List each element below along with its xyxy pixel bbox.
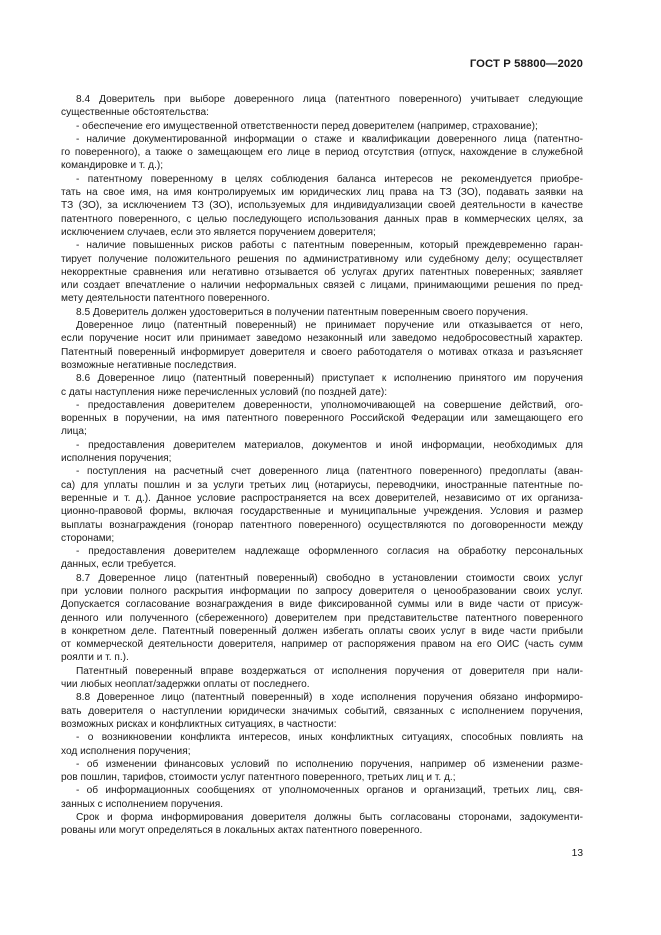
paragraph-line: при условии полного раскрытия информации по запросу доверителя о ценообразовании своих услуг. — [61, 585, 583, 597]
paragraph-line: ционно-правовой формы, включая государственные и муниципальные учреждения. Условия и размер — [61, 506, 583, 518]
paragraph-line: ров пошлин, тарифов, стоимости услуг патентного поверенного, третьих лиц и т. д.; — [61, 772, 456, 784]
paragraph-line: лица; — [61, 426, 87, 438]
paragraph-line: са) для уплаты пошлин и за услуги третьих лиц (нотариусы, переводчики, иностранные патентные по- — [61, 479, 583, 491]
paragraph-line: от коммерческой деятельности доверителя, например от распоряжения правом на его ОИС (часть сумм — [61, 639, 583, 651]
paragraph-line: или создает впечатление о наличии неформальных связей с лицами, принимающими решения по пред- — [61, 280, 583, 292]
paragraph-line: Патентный поверенный вправе воздержаться от исполнения поручения от доверителя при нали- — [76, 665, 583, 677]
paragraph-line: Допускается согласование вознаграждения в виде фиксированной суммы или в виде части от присуж- — [61, 599, 583, 611]
paragraph-line: 8.5 Доверитель должен удостовериться в получении патентным поверенным своего поручения. — [76, 306, 529, 318]
paragraph-line: Срок и форма информирования доверителя должны быть согласованы сторонами, задокументи- — [76, 812, 583, 824]
paragraph-line: исполнения поручения; — [61, 453, 172, 465]
paragraph-line: существенные обстоятельства: — [61, 107, 209, 119]
paragraph-line: - об изменении финансовых условий по исполнению поручения, например об изменении разме- — [76, 758, 583, 770]
paragraph-line: возможные негативные последствия. — [61, 359, 237, 371]
paragraph-line: - предоставления доверителем доверенности, уполномочивающей на совершение действий, ого- — [76, 399, 583, 411]
paragraph-line: роялти и т. п.). — [61, 652, 129, 664]
paragraph-line: вать доверителя о наступлении юридически значимых событий, связанных с исполнением поручения, — [61, 705, 583, 717]
paragraph-line: в конкретном деле. Патентный поверенный должен избегать оплаты своих услуг в виде части прибыли — [61, 625, 583, 637]
paragraph-line: патентного поверенного, с целью последующего использования данных прав в коммерческих целях, за — [61, 213, 583, 225]
paragraph-line: 8.8 Доверенное лицо (патентный поверенный) в ходе исполнения поручения обязано информиро- — [76, 692, 583, 704]
page-number: 13 — [571, 848, 583, 859]
paragraph-line: Доверенное лицо (патентный поверенный) не принимает поручение или отказывается от него, — [76, 320, 583, 332]
paragraph-line: Патентный поверенный информирует доверителя и своего работодателя о мотивах отказа и разъясняет — [61, 346, 583, 358]
paragraph-line: - об информационных сообщениях от уполномоченных органов и организаций, третьих лиц, свя- — [76, 785, 583, 797]
paragraph-line: - о возникновении конфликта интересов, иных конфликтных ситуациях, способных повлиять на — [76, 732, 583, 744]
paragraph-line: выплаты вознаграждения (гонорар патентного поверенного) осуществляются по договоренности между — [61, 519, 583, 531]
paragraph-line: командировке и т. д.); — [61, 160, 164, 172]
paragraph-line: ход исполнения поручения; — [61, 745, 191, 757]
paragraph-line: - предоставления доверителем надлежаще оформленного согласия на обработку персональных — [76, 546, 583, 558]
paragraph-line: мету деятельности патентного поверенного. — [61, 293, 270, 305]
paragraph-line: 8.6 Доверенное лицо (патентный поверенный) приступает к исполнению принятого им поручения — [76, 373, 583, 385]
paragraph-line: 8.7 Доверенное лицо (патентный поверенный) свободно в установлении стоимости своих услуг — [76, 572, 583, 584]
paragraph-line: тать на свое имя, на имя контролируемых им юридических лиц права на ТЗ (ЗО), подавать заявки на — [61, 187, 583, 199]
paragraph-line: ТЗ (ЗО), за исключением ТЗ (ЗО), используемых для индивидуализации своей деятельности в качестве — [61, 200, 583, 212]
paragraph-line: рованы или могут определяться в локальных актах патентного поверенного. — [61, 825, 423, 837]
paragraph-line: возможных рисках и конфликтных ситуациях, в частности: — [61, 718, 337, 730]
paragraph-line: данных, если требуется. — [61, 559, 177, 571]
paragraph-line: некорректные сравнения или негативно отзывается об услугах других патентных поверенных; заявляет — [61, 266, 583, 278]
paragraph-line: - патентному поверенному в целях соблюдения баланса интересов не рекомендуется приобре- — [76, 173, 583, 185]
paragraph-line: го поверенного), а также о замещающем его лице в период отсутствия (отпуск, нахождение в служебной — [61, 147, 583, 159]
paragraph-line: занных с исполнением поручения. — [61, 798, 224, 810]
paragraph-line: - поступления на расчетный счет доверенного лица (патентного поверенного) предоплаты (аван- — [76, 466, 583, 478]
paragraph-line: - наличие документированной информации о стаже и квалификации доверенного лица (патентно- — [76, 133, 583, 145]
paragraph-line: если поручение носит или принимает заведомо незаконный или заведомо недобросовестный характер. — [61, 333, 583, 345]
document-code: ГОСТ Р 58800—2020 — [469, 58, 583, 70]
paragraph-line: - обеспечение его имущественной ответственности перед доверителем (например, страхование); — [76, 120, 538, 132]
paragraph-line: с даты наступления ниже перечисленных условий (по поздней дате): — [61, 386, 388, 398]
paragraph-line: чии любых неоплат/задержки оплаты от последнего. — [61, 679, 310, 691]
paragraph-line: веренные и т. д.). Данное условие распространяется на всех доверителей, независимо от их организа- — [61, 492, 583, 504]
paragraph-line: - предоставления доверителем материалов, документов и иной информации, необходимых для — [76, 439, 583, 451]
paragraph-line: 8.4 Доверитель при выборе доверенного лица (патентного поверенного) учитывает следующие — [76, 94, 583, 105]
document-body — [61, 93, 583, 838]
paragraph-line: сторонами; — [61, 532, 115, 544]
paragraph-line: тирует получение положительного решения по административному или судебному делу; осуществляет — [61, 253, 583, 265]
paragraph-line: воренных в поручении, на имя патентного поверенного Российской Федерации или замещающего его — [61, 413, 583, 425]
paragraph-line: исключением случаев, если это является поручением доверителя; — [61, 226, 376, 238]
paragraph-line: - наличие повышенных рисков работы с патентным поверенным, который преждевременно гаран- — [76, 240, 583, 252]
paragraph-line: денного или полученного (сбереженного) доверителем при представительстве патентного поверенного — [61, 612, 583, 624]
